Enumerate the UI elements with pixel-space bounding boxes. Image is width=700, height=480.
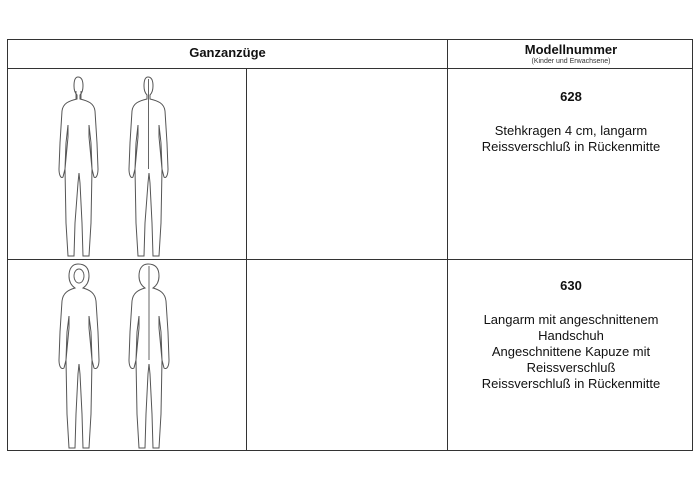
header-ganzanzuege: Ganzanzüge: [189, 45, 266, 60]
description-line: Reissverschluß in Rückenmitte: [481, 376, 661, 391]
column-divider-figure: [246, 68, 247, 450]
back-view-figure: [129, 264, 169, 448]
front-view-figure: [59, 264, 99, 448]
description-line: Reissverschluß: [526, 360, 616, 375]
description-line: Handschuh: [538, 328, 604, 343]
model-number-630: 630: [560, 278, 582, 293]
description-line: Stehkragen 4 cm, langarm: [494, 123, 648, 138]
description-line: Reissverschluß in Rückenmitte: [481, 139, 661, 154]
model-description-628: [448, 123, 694, 155]
back-view-figure: [129, 77, 168, 256]
description-line: Angeschnittene Kapuze mit: [491, 344, 651, 359]
header-divider: [8, 68, 692, 69]
description-line: Langarm mit angeschnittenem: [483, 312, 659, 327]
model-description-630: [448, 312, 694, 392]
front-view-figure: [59, 77, 98, 256]
row-divider: [8, 259, 692, 260]
header-modellnummer-sub: (Kinder und Erwachsene): [531, 58, 611, 65]
header-modellnummer: Modellnummer: [524, 42, 618, 57]
model-number-628: 628: [560, 89, 582, 104]
bodysuit-628-illustration: [53, 73, 193, 258]
bodysuit-630-illustration: [53, 262, 193, 450]
garment-table: [7, 39, 693, 451]
